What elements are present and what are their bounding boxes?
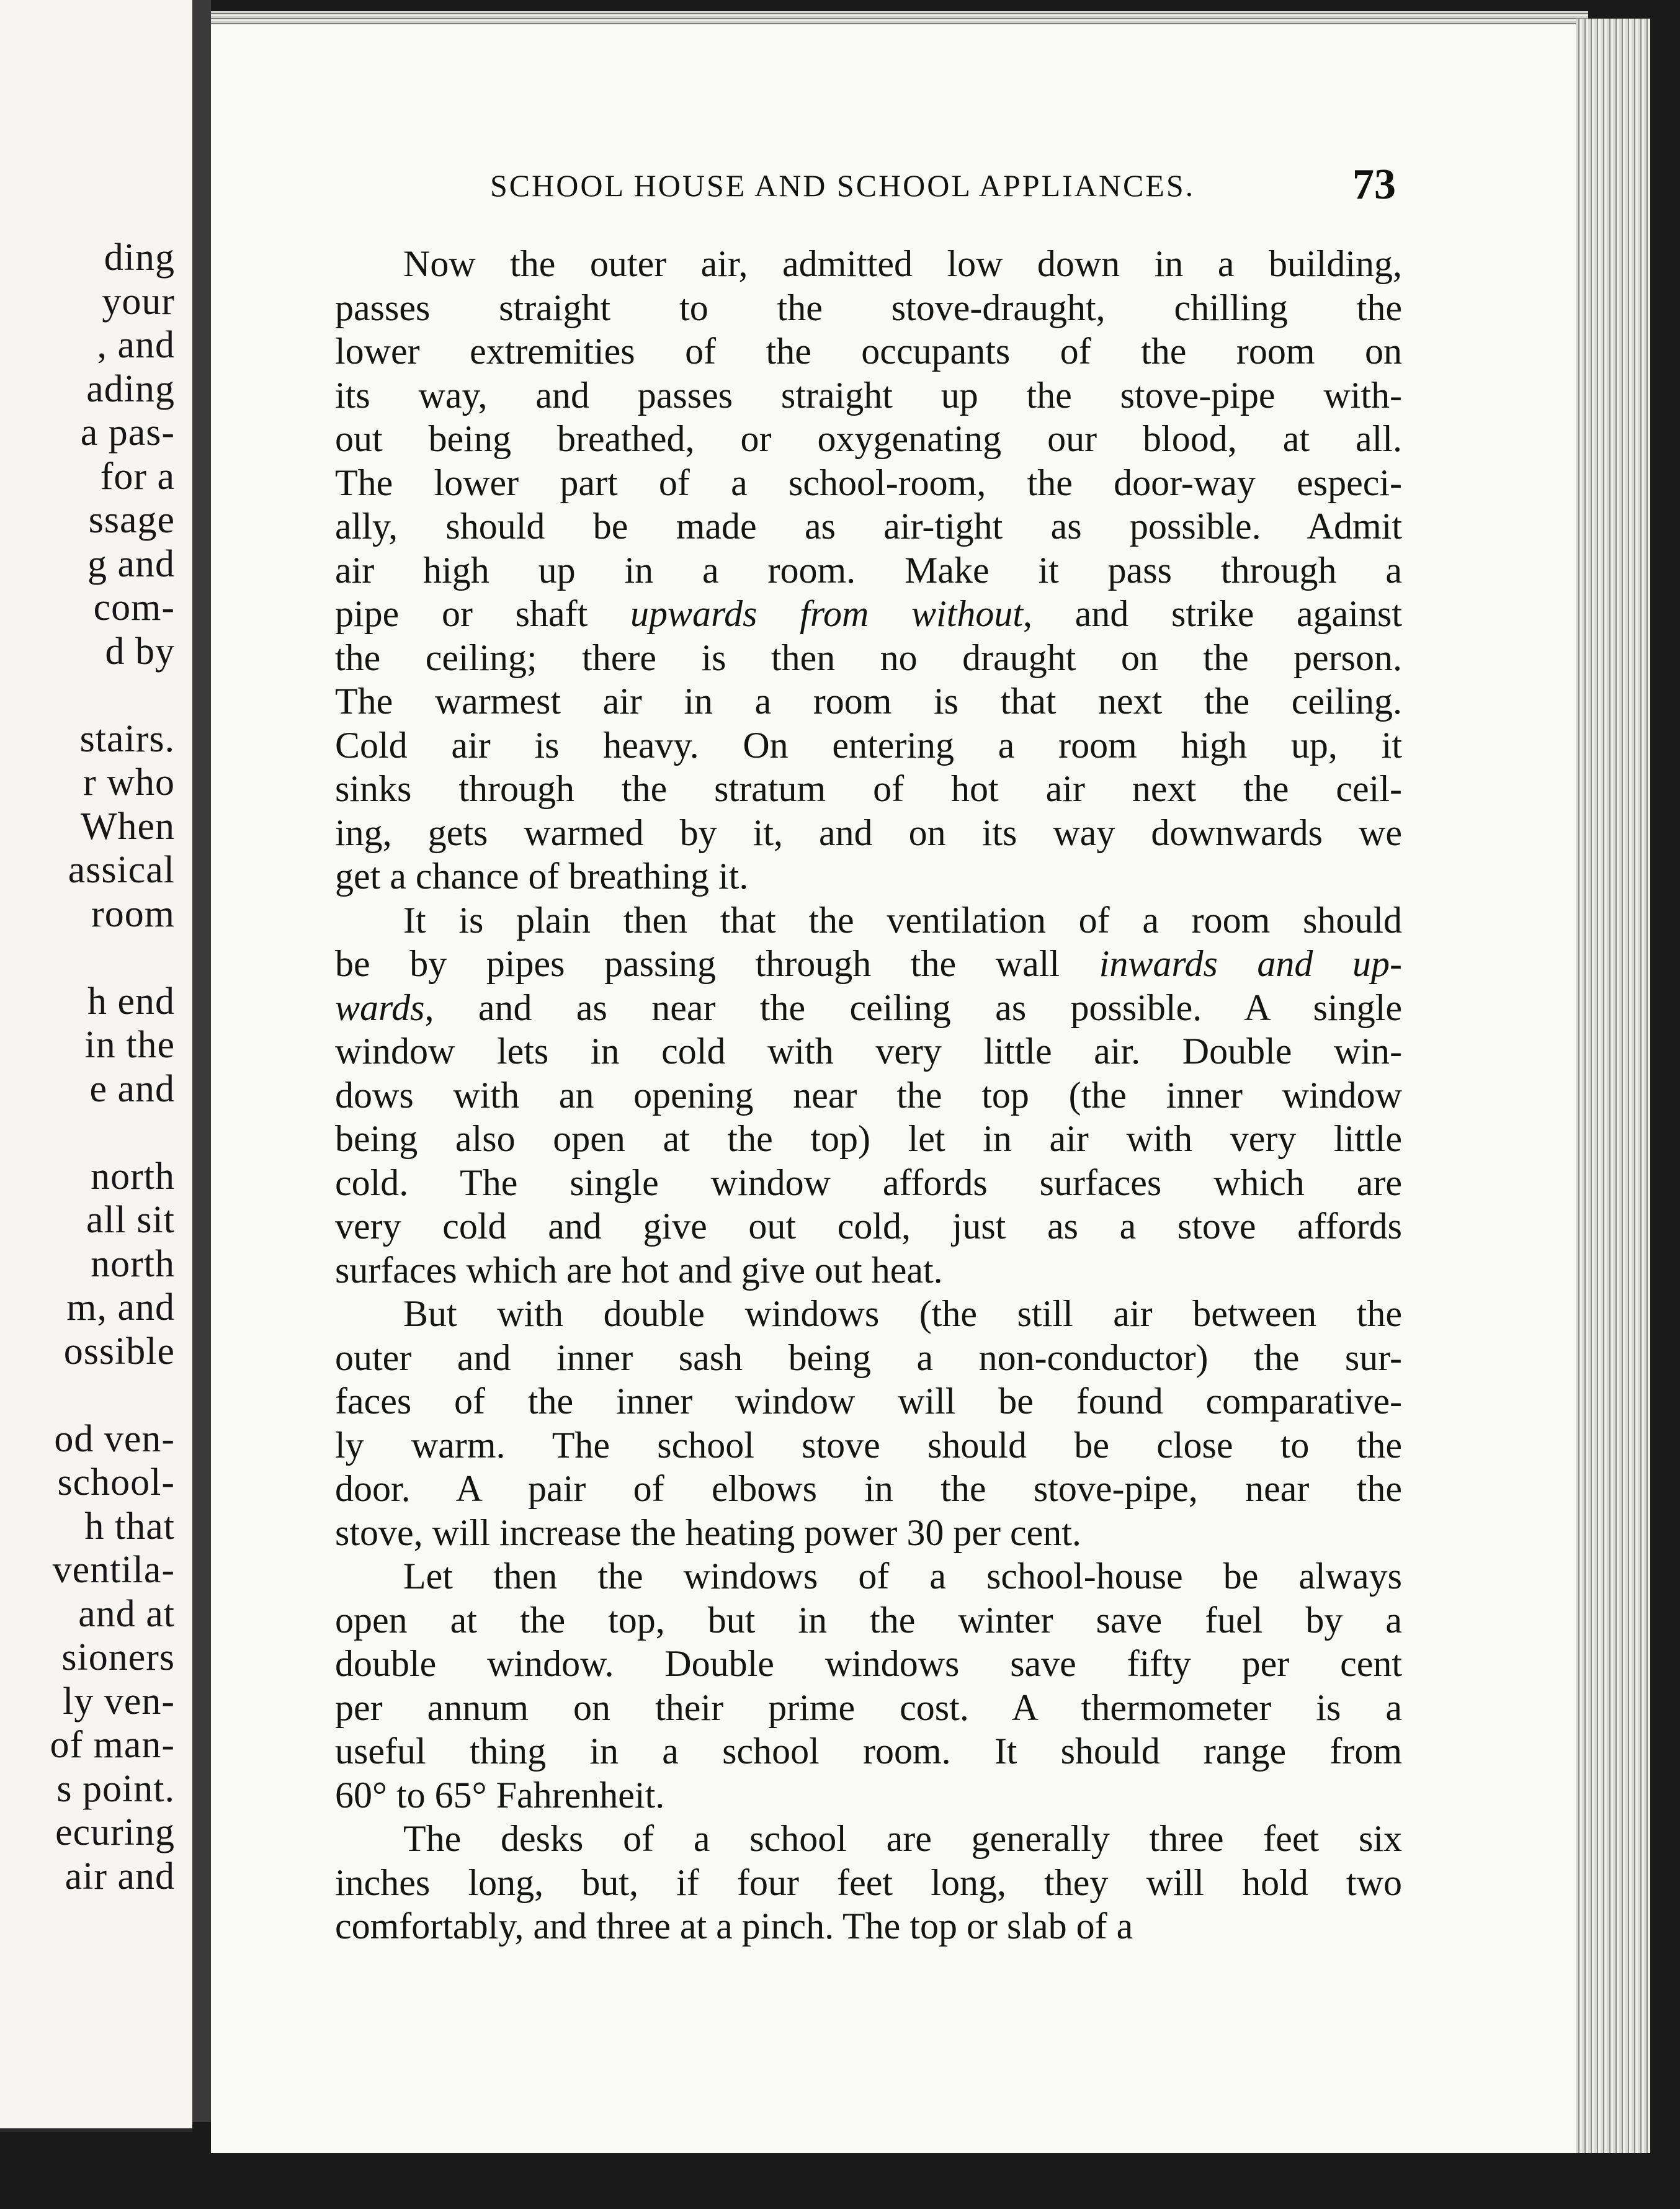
left-page-fragment: a pas-: [80, 411, 175, 454]
page-stack-right-edge: [1576, 19, 1650, 2153]
text-line: dows with an opening near the top (the inner window: [335, 1074, 1402, 1116]
left-page-fragment: s point.: [56, 1767, 175, 1810]
left-page-fragment: ecuring: [55, 1811, 175, 1853]
page-body-text: [335, 242, 1402, 1948]
text-line: inches long, but, if four feet long, they will hold two: [335, 1862, 1402, 1903]
left-page-fragment: d by: [105, 630, 175, 673]
text-line: 60° to 65° Fahrenheit.: [335, 1774, 665, 1816]
text-line: comfortably, and three at a pinch. The top or slab of a: [335, 1906, 1133, 1947]
text-line: sinks through the stratum of hot air next the ceil-: [335, 768, 1402, 809]
italic-phrase: upwards from without: [630, 593, 1024, 634]
text-line: It is plain then that the ventilation of a room should: [403, 899, 1402, 941]
left-page-fragment: ossible: [63, 1330, 175, 1373]
left-page-fragment: air and: [65, 1855, 175, 1898]
text-line: being also open at the top) let in air with very little: [335, 1118, 1402, 1159]
text-line: ally, should be made as air-tight as possible. Admit: [335, 506, 1402, 547]
text-line: outer and inner sash being a non-conductor) the sur-: [335, 1337, 1402, 1378]
text-line: passes straight to the stove-draught, chilling the: [335, 287, 1402, 328]
text-line: Cold air is heavy. On entering a room high up, it: [335, 724, 1402, 766]
text-line: useful thing in a school room. It should range from: [335, 1731, 1402, 1772]
text-line: ly warm. The school stove should be close to the: [335, 1424, 1402, 1466]
text-line: surfaces which are hot and give out heat.: [335, 1249, 943, 1291]
left-page-fragment: all sit: [86, 1199, 175, 1241]
left-page-fragment: ading: [86, 367, 175, 410]
left-page-fragment: h that: [84, 1505, 175, 1548]
left-page-fragment: h end: [87, 980, 175, 1023]
text-line: get a chance of breathing it.: [335, 856, 749, 897]
left-page-fragment: ding: [104, 236, 175, 279]
left-page-fragment: north: [91, 1242, 175, 1285]
left-page-fragment: m, and: [66, 1286, 175, 1329]
text-line: be by pipes passing through the wall inwards and up-: [335, 943, 1402, 984]
left-page-fragment: of man-: [50, 1724, 175, 1766]
left-page-fragment: stairs.: [79, 717, 175, 760]
left-page-fragment: your: [102, 280, 175, 323]
paragraph: [335, 242, 1402, 898]
paragraph: [335, 1554, 1402, 1817]
text-line: wards, and as near the ceiling as possible. A single: [335, 987, 1402, 1028]
text-line: Let then the windows of a school-house be always: [403, 1556, 1402, 1597]
left-page-fragment: and at: [78, 1592, 175, 1635]
text-line: air high up in a room. Make it pass through a: [335, 549, 1402, 591]
text-line: The warmest air in a room is that next the ceiling.: [335, 681, 1402, 722]
text-line: window lets in cold with very little air. Double win-: [335, 1031, 1402, 1072]
text-line: faces of the inner window will be found comparative-: [335, 1381, 1402, 1422]
left-page-fragment: com-: [93, 586, 175, 629]
left-page-fragment: g and: [87, 542, 175, 585]
text-line: The lower part of a school-room, the door-way especi-: [335, 462, 1402, 503]
text-line: open at the top, but in the winter save fuel by a: [335, 1599, 1402, 1641]
italic-phrase: inwards and up-: [1099, 943, 1402, 984]
text-line: Now the outer air, admitted low down in a building,: [403, 243, 1402, 284]
left-page-fragment: ventila-: [52, 1549, 175, 1591]
text-line: The desks of a school are generally three feet six: [403, 1818, 1402, 1859]
left-page-fragment: ssage: [88, 499, 175, 541]
text-line: door. A pair of elbows in the stove-pipe, near the: [335, 1468, 1402, 1509]
left-page-fragment: od ven-: [54, 1417, 175, 1460]
left-facing-page: [0, 0, 192, 2132]
paragraph: [335, 1292, 1402, 1554]
left-page-fragment: sioners: [61, 1636, 175, 1678]
left-page-fragment: When: [80, 805, 175, 848]
running-head: SCHOOL HOUSE AND SCHOOL APPLIANCES.: [490, 168, 1195, 203]
paragraph: [335, 898, 1402, 1293]
text-line: cold. The single window affords surfaces which are: [335, 1162, 1402, 1203]
left-page-fragment: e and: [89, 1067, 175, 1110]
text-line: its way, and passes straight up the stove-pipe with-: [335, 374, 1402, 416]
text-line: pipe or shaft upwards from without, and strike against: [335, 593, 1402, 634]
text-line: double window. Double windows save fifty per cent: [335, 1643, 1402, 1684]
left-page-fragment: in the: [84, 1024, 175, 1066]
text-line: lower extremities of the occupants of the room on: [335, 331, 1402, 372]
left-page-fragment: ly ven-: [63, 1680, 175, 1723]
italic-phrase: wards: [335, 987, 425, 1028]
left-page-fragment: assical: [68, 849, 175, 891]
left-page-fragment: for a: [100, 455, 175, 498]
book-gutter: [192, 0, 211, 2122]
text-line: stove, will increase the heating power 30 per cent.: [335, 1512, 1081, 1553]
text-line: the ceiling; there is then no draught on the person.: [335, 637, 1402, 678]
left-page-fragment: north: [91, 1155, 175, 1198]
page-number: 73: [1352, 161, 1396, 208]
text-line: per annum on their prime cost. A thermometer is a: [335, 1687, 1402, 1728]
left-page-fragment: school-: [57, 1461, 175, 1503]
left-page-fragment: , and: [97, 324, 175, 366]
text-line: very cold and give out cold, just as a stove affords: [335, 1206, 1402, 1247]
left-page-fragment: room: [91, 892, 175, 935]
left-page-fragment: r who: [83, 761, 175, 804]
text-line: But with double windows (the still air between the: [403, 1293, 1402, 1334]
text-line: out being breathed, or oxygenating our blood, at all.: [335, 418, 1402, 459]
text-line: ing, gets warmed by it, and on its way downwards we: [335, 812, 1402, 853]
paragraph: [335, 1817, 1402, 1948]
